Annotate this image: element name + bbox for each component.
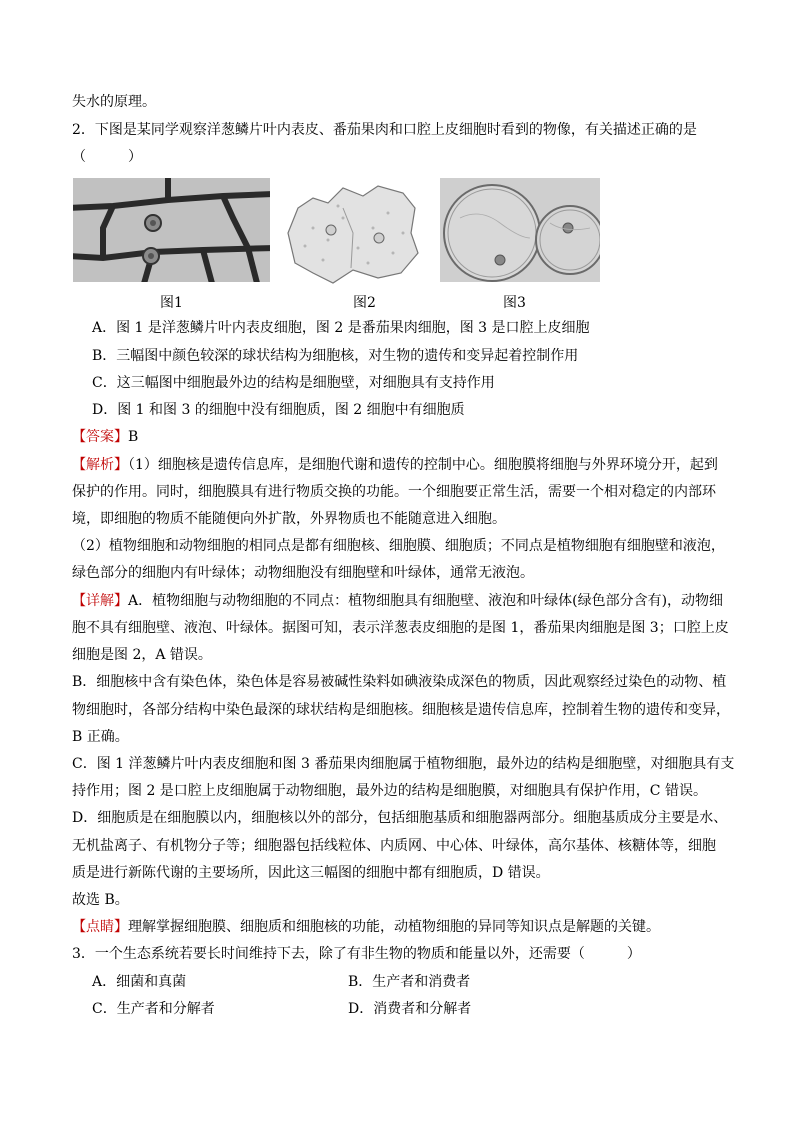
analysis-line-3: 境，即细胞的物质不能随便向外扩散，外界物质也不能随意进入细胞。 [72, 511, 506, 527]
option-c: C．这三幅图中细胞最外边的结构是细胞壁，对细胞具有支持作用 [92, 375, 495, 391]
answer-value: B [128, 429, 139, 445]
detail-text: A．植物细胞与动物细胞的不同点：植物细胞具有细胞壁、液泡和叶绿体(绿色部分含有)，动物细 [128, 593, 724, 609]
q3-option-b: B．生产者和消费者 [348, 974, 471, 990]
analysis-line-5: 绿色部分的细胞内有叶绿体；动物细胞没有细胞壁和叶绿体，通常无液泡。 [72, 565, 534, 581]
comment-line [72, 917, 732, 937]
detail-line-9: D．细胞质是在细胞膜以内，细胞核以外的部分，包括细胞基质和细胞器两部分。细胞基质成分主要是水、 [72, 810, 728, 826]
figure-3-image [440, 178, 600, 282]
question-3-stem: 3．一个生态系统若要长时间维持下去，除了有非生物的物质和能量以外，还需要（ ） [72, 946, 641, 962]
comment-text: 理解掌握细胞膜、细胞质和细胞核的功能，动植物细胞的异同等知识点是解题的关键。 [128, 919, 660, 935]
option-d: D．图 1 和图 3 的细胞中没有细胞质，图 2 细胞中有细胞质 [92, 402, 465, 418]
q3-option-c: C．生产者和分解者 [92, 1001, 215, 1017]
comment-tag: 【点睛】 [72, 919, 128, 935]
detail-line-12: 故选 B。 [72, 892, 129, 908]
analysis-text: （1）细胞核是遗传信息库，是细胞代谢和遗传的控制中心。细胞膜将细胞与外界环境分开，起到 [128, 457, 718, 473]
detail-line-6: B 正确。 [72, 729, 129, 745]
detail-line-1 [72, 591, 732, 611]
analysis-line-4: （2）植物细胞和动物细胞的相同点是都有细胞核、细胞膜、细胞质；不同点是植物细胞有细胞壁和液泡， [72, 538, 725, 554]
detail-line-2: 胞不具有细胞壁、液泡、叶绿体。据图可知，表示洋葱表皮细胞的是图 1，番茄果肉细胞是图 3；口腔上皮 [72, 620, 729, 636]
detail-line-8: 持作用；图 2 是口腔上皮细胞属于动物细胞，最外边的结构是细胞膜，对细胞具有保护作用，C 错误。 [72, 783, 707, 799]
analysis-line-2: 保护的作用。同时，细胞膜具有进行物质交换的功能。一个细胞要正常生活，需要一个相对稳定的内部环 [72, 484, 716, 500]
q3-option-a: A．细菌和真菌 [92, 974, 187, 990]
figure-1-caption: 图1 [160, 295, 183, 311]
option-b: B．三幅图中颜色较深的球状结构为细胞核，对生物的遗传和变异起着控制作用 [92, 348, 579, 364]
analysis-line-1 [72, 455, 732, 475]
detail-line-4: B．细胞核中含有染色体，染色体是容易被碱性染料如碘液染成深色的物质，因此观察经过染色的动物、植 [72, 674, 727, 690]
figure-2-image [283, 178, 423, 288]
detail-line-10: 无机盐离子、有机物分子等；细胞器包括线粒体、内质网、中心体、叶绿体，高尔基体、核糖体等，细胞 [72, 838, 716, 854]
detail-tag: 【详解】 [72, 593, 128, 609]
detail-line-7: C．图 1 洋葱鳞片叶内表皮细胞和图 3 番茄果肉细胞属于植物细胞，最外边的结构是细胞壁，对细胞具有支 [72, 756, 735, 772]
question-2-stem: 2．下图是某同学观察洋葱鳞片叶内表皮、番茄果肉和口腔上皮细胞时看到的物像，有关描述正确的是 [72, 122, 697, 138]
analysis-tag: 【解析】 [72, 457, 128, 473]
detail-line-5: 物细胞时，各部分结构中染色最深的球状结构是细胞核。细胞核是遗传信息库，控制着生物的遗传和变异， [72, 702, 730, 718]
answer-paren: （ ） [72, 149, 142, 165]
detail-line-3: 细胞是图 2，A 错误。 [72, 647, 212, 663]
option-a: A．图 1 是洋葱鳞片叶内表皮细胞，图 2 是番茄果肉细胞，图 3 是口腔上皮细胞 [92, 320, 590, 336]
figure-1-image [73, 178, 270, 282]
answer-tag: 【答案】 [72, 429, 128, 445]
q3-option-d: D．消费者和分解者 [348, 1001, 472, 1017]
detail-line-11: 质是进行新陈代谢的主要场所，因此这三幅图的细胞中都有细胞质，D 错误。 [72, 865, 550, 881]
figure-3-caption: 图3 [503, 295, 526, 311]
answer-line [72, 427, 732, 447]
text-line: 失水的原理。 [72, 94, 156, 110]
figure-2-caption: 图2 [353, 295, 376, 311]
